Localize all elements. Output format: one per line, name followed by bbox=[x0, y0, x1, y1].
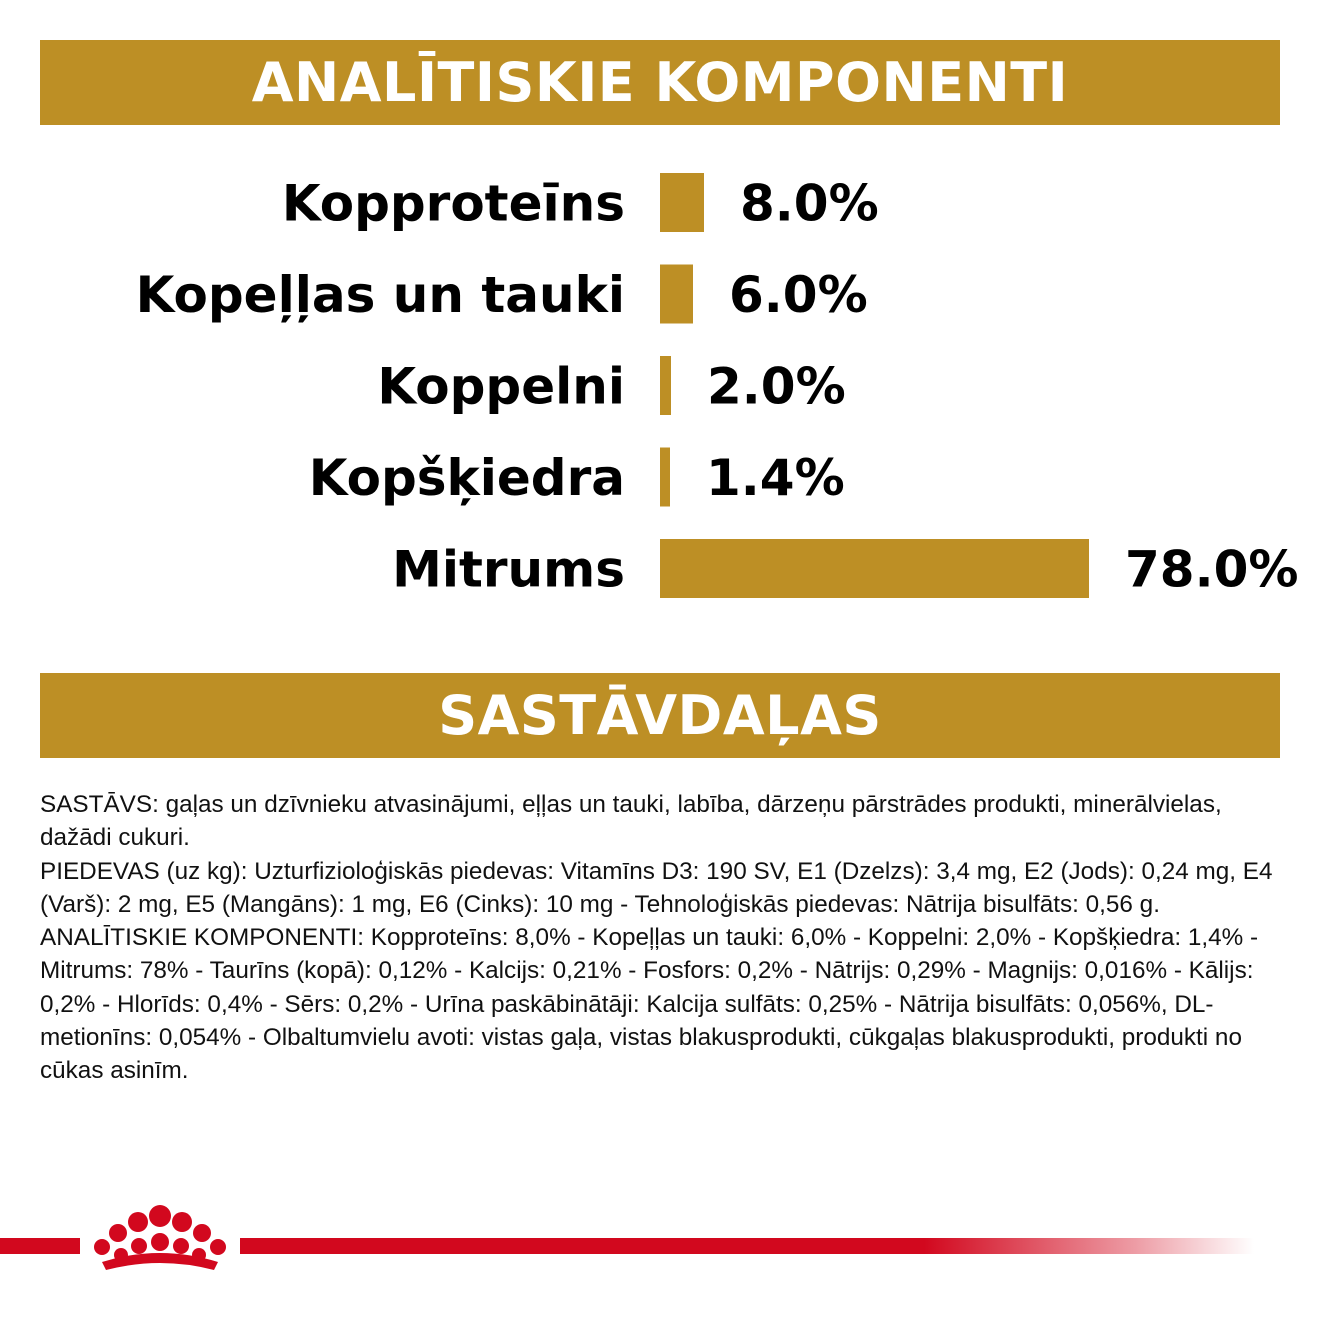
category-label: Kopeļļas un tauki bbox=[135, 266, 625, 324]
category-label: Kopproteīns bbox=[281, 174, 625, 233]
category-label: Mitrums bbox=[392, 540, 625, 599]
bar bbox=[660, 173, 704, 232]
ingredients-text bbox=[40, 788, 1285, 1088]
category-label: Koppelni bbox=[377, 357, 625, 416]
ingredients-heading: SASTĀVDAĻAS bbox=[438, 684, 882, 747]
analytic-components-banner bbox=[40, 40, 1280, 125]
analytic-components-chart bbox=[0, 150, 1320, 630]
crown-icon bbox=[88, 1200, 232, 1282]
category-label: Kopšķiedra bbox=[308, 449, 625, 507]
additives-paragraph: PIEDEVAS (uz kg): Uzturfizioloģiskās piedevas: Vitamīns D3: 190 SV, E1 (Dzelzs): 3,4 mg, E2 (Jods): 0,24 mg, E4 (Varš): 2 mg, E5 (Mangāns): 1 mg, E6 (Cinks): 10 mg - Tehnoloģiskās piedevas: Nātrija bisulfāts: 0,56 g. bbox=[40, 857, 1273, 918]
analytic-components-heading: ANALĪTISKIE KOMPONENTI bbox=[251, 51, 1069, 114]
analytic-paragraph: ANALĪTISKIE KOMPONENTI: Kopproteīns: 8,0% - Kopeļļas un tauki: 6,0% - Koppelni: 2,0% - Kopšķiedra: 1,4% - Mitrums: 78% - Taurīns (kopā): 0,12% - Kalcijs: 0,21% - Fosfors: 0,2% - Nātrijs: 0,29% - Magnijs: 0,016% - Kālijs: 0,2% - Hlorīds: 0,4% - Sērs: 0,2% - Urīna paskābinātāji: Kalcija sulfāts: 0,25% - Nātrija bisulfāts: 0,056%, DL-metionīns: 0,054% - Olbaltumvielu avoti: vistas gaļa, vistas blakusprodukti, cūkgaļas blakusprodukti, produkti no cūkas asinīm. bbox=[40, 924, 1259, 1085]
composition-paragraph: SASTĀVS: gaļas un dzīvnieku atvasinājumi, eļļas un tauki, labība, dārzeņu pārstrādes produkti, minerālvielas, dažādi cukuri. bbox=[40, 791, 1222, 852]
bar bbox=[660, 448, 670, 507]
value-label: 1.4% bbox=[706, 449, 845, 507]
bar bbox=[660, 356, 671, 415]
ingredients-banner bbox=[40, 673, 1280, 758]
value-label: 8.0% bbox=[740, 174, 879, 233]
bar bbox=[660, 539, 1089, 598]
value-label: 6.0% bbox=[729, 266, 868, 324]
value-label: 78.0% bbox=[1125, 540, 1299, 599]
bar bbox=[660, 265, 693, 324]
value-label: 2.0% bbox=[707, 357, 846, 416]
